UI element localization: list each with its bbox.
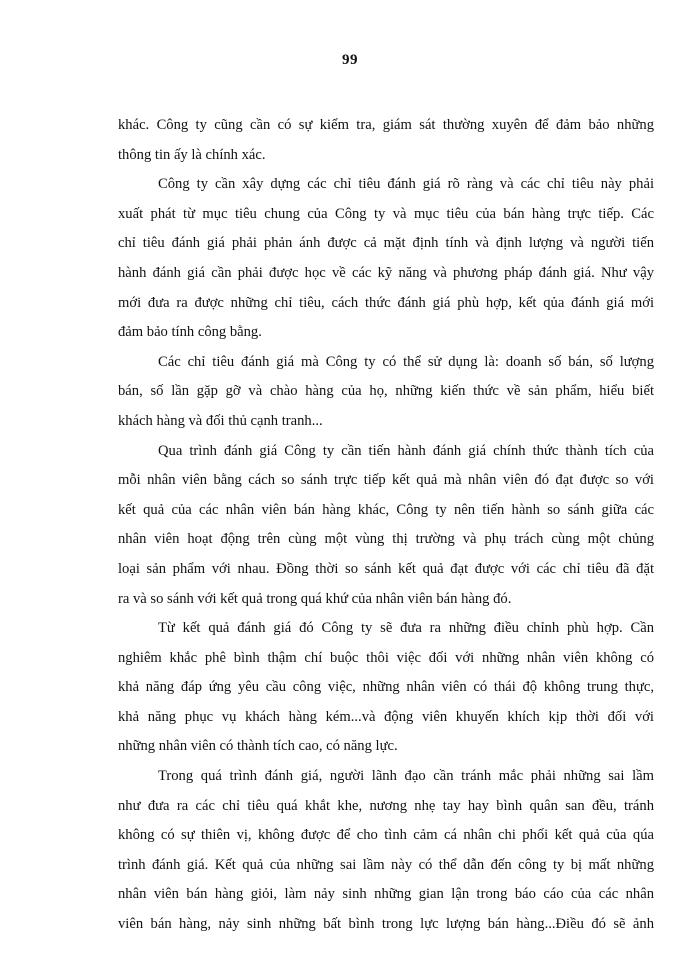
- text-line: khác. Công ty cũng cần có sự kiểm tra, giám sát thường xuyên để đảm bảo những: [118, 117, 654, 133]
- text-line: Từ kết quả đánh giá đó Công ty sẽ đưa ra những điều chỉnh phù hợp. Cần: [158, 620, 654, 637]
- text-line: mới đưa ra được những chỉ tiêu, cách thức đánh giá phù hợp, kết qủa đánh giá mới: [118, 294, 654, 311]
- text-line: thông tin ấy là chính xác.: [118, 146, 266, 163]
- text-line: như đưa ra các chỉ tiêu quá khắt khe, nương nhẹ tay hay bình quân san đều, tránh: [118, 797, 654, 814]
- text-line: Các chỉ tiêu đánh giá mà Công ty có thể sử dụng là: doanh số bán, số lượng: [158, 353, 654, 370]
- text-line: nghiêm khắc phê bình thậm chí buộc thôi việc đối với những nhân viên không có: [118, 649, 654, 666]
- text-line: chỉ tiêu đánh giá phải phản ánh được cả mặt định tính và định lượng và người tiến: [118, 235, 654, 252]
- text-line: khả năng phục vụ khách hàng kém...và động viên khuyến khích kịp thời đối với: [118, 708, 654, 725]
- text-line: mỗi nhân viên bằng cách so sánh trực tiếp kết quả mà nhân viên đó đạt được so với: [118, 472, 654, 489]
- text-line: Trong quá trình đánh giá, người lãnh đạo cần tránh mắc phải những sai lầm: [158, 768, 654, 785]
- text-line: hành đánh giá cần phải được học về các kỹ năng và phương pháp đánh giá. Như vậy: [118, 264, 654, 281]
- text-line: nhân viên bán hàng giỏi, làm nảy sinh những gian lận trong báo cáo của các nhân: [118, 886, 654, 903]
- text-line: khả năng đáp ứng yêu cầu công việc, những nhân viên có thái độ không trung thực,: [118, 679, 654, 696]
- text-line: trình đánh giá. Kết quả của những sai lầm này có thể dẫn đến công ty bị mất những: [118, 856, 654, 873]
- text-line: Công ty cần xây dựng các chỉ tiêu đánh giá rõ ràng và các chỉ tiêu này phải: [158, 176, 654, 193]
- text-line: những nhân viên có thành tích cao, có năng lực.: [118, 738, 398, 755]
- text-line: viên bán hàng, nảy sinh những bất bình trong lực lượng bán hàng...Điều đó sẽ ảnh: [118, 916, 654, 933]
- text-line: không có sự thiên vị, không được để cho tình cảm cá nhân chi phối kết quả của qúa: [118, 827, 654, 844]
- body-text: [118, 111, 654, 940]
- text-line: bán, số lần gặp gỡ và chào hàng của họ, những kiến thức về sản phẩm, hiểu biết: [118, 383, 654, 400]
- text-line: xuất phát từ mục tiêu chung của Công ty và mục tiêu của bán hàng trực tiếp. Các: [118, 205, 654, 222]
- text-line: kết quả của các nhân viên bán hàng khác, Công ty nên tiến hành so sánh giữa các: [118, 501, 654, 518]
- text-line: loại sản phẩm với nhau. Đồng thời so sánh kết quả đạt được với các chỉ tiêu đã đặt: [118, 560, 654, 577]
- text-line: đảm bảo tính công bằng.: [118, 324, 262, 341]
- text-line: Qua trình đánh giá Công ty cần tiến hành đánh giá chính thức thành tích của: [158, 442, 654, 459]
- text-line: nhân viên hoạt động trên cùng một vùng thị trường và phụ trách cùng một chủng: [118, 531, 654, 548]
- page-number: 99: [342, 52, 358, 68]
- text-line: khách hàng và đối thủ cạnh tranh...: [118, 412, 323, 429]
- text-line: ra và so sánh với kết quả trong quá khứ của nhân viên bán hàng đó.: [118, 590, 512, 607]
